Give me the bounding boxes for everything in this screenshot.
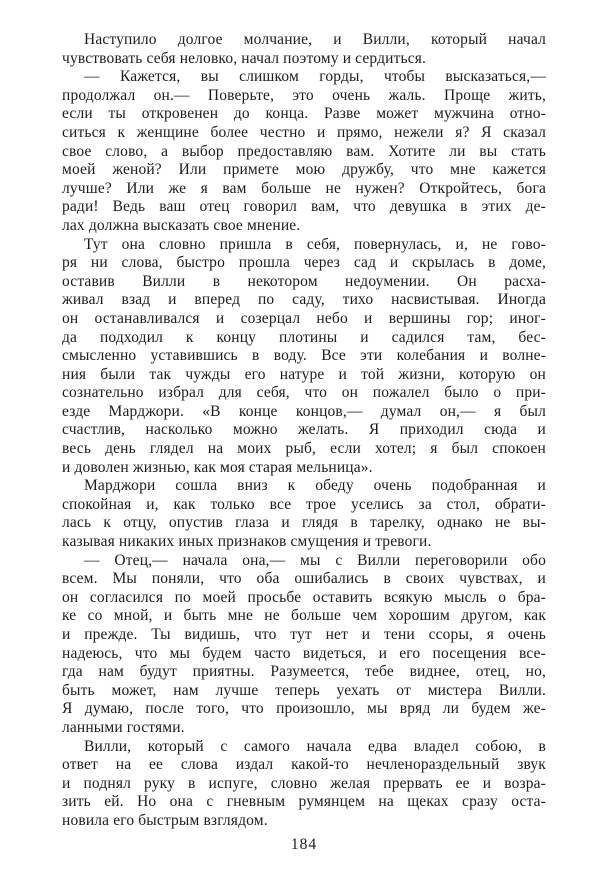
text-line: лах должна высказать свое мнение.: [62, 216, 301, 234]
text-line: ря ни слова, быстро прошла через сад и скрылась в доме,: [62, 254, 546, 272]
text-line: сознательно избрал для себя, что он пожалел было о при-: [62, 384, 546, 402]
text-line: Марджори сошла вниз к обеду очень подобранная и: [84, 477, 546, 495]
text-line: новила его быстрым взглядом.: [62, 811, 268, 829]
text-block: [62, 31, 546, 831]
paragraph: [62, 552, 546, 738]
page-number: 184: [290, 836, 318, 853]
text-line: Вилли, который с самого начала едва владел собою, в: [84, 737, 546, 755]
text-line: живал взад и вперед по саду, тихо насвистывая. Иногда: [62, 291, 546, 309]
text-line: — Отец,— начала она,— мы с Вилли переговорили обо: [84, 551, 546, 569]
text-line: быть может, нам лучше теперь уехать от мистера Вилли.: [62, 681, 546, 699]
text-line: смысленно уставившись в воду. Все эти колебания и волне-: [62, 347, 546, 365]
text-line: и прежде. Ты видишь, что тут нет и тени ссоры, я очень: [62, 626, 546, 643]
text-line: и доволен жизнью, как моя старая мельница».: [62, 458, 373, 476]
text-line: надеюсь, что мы будем часто видеться, и его посещения все-: [62, 644, 546, 662]
text-line: Наступило долгое молчание, и Вилли, который начал: [84, 31, 546, 48]
text-line: оставив Вилли в некотором недоумении. Он расха-: [62, 272, 546, 290]
text-line: — Кажется, вы слишком горды, чтобы высказаться,—: [84, 68, 546, 86]
text-line: он согласился по моей просьбе оставить всякую мысль о бра-: [62, 588, 546, 606]
paragraph: [62, 68, 546, 235]
text-line: спокойная и, как только все трое уселись за стол, обрати-: [62, 495, 546, 513]
text-line: продолжал он.— Поверьте, это очень жаль. Проще жить,: [62, 86, 546, 104]
text-line: ради! Ведь ваш отец говорил вам, что девушка в этих де-: [62, 198, 546, 216]
text-line: и поднял руку в испуге, словно желая прервать ее и возра-: [62, 774, 546, 792]
text-line: ния были так чужды его натуре и той жизни, которую он: [62, 365, 546, 383]
text-line: ответ на ее слова издал какой-то нечленораздельный звук: [62, 756, 546, 774]
paragraph: [62, 31, 546, 68]
paragraph: [62, 477, 546, 551]
text-line: Я думаю, после того, что произошло, мы вряд ли будем же-: [62, 700, 546, 718]
text-line: счастлив, насколько можно желать. Я приходил сюда и: [62, 421, 546, 439]
text-line: лась к отцу, опустив глаза и глядя в тарелку, однако не вы-: [62, 514, 546, 532]
text-line: да подходил к концу плотины и садился там, бес-: [62, 328, 546, 346]
paragraph: [62, 236, 546, 478]
text-line: если ты откровенен до конца. Разве может мужчина отно-: [62, 105, 546, 123]
text-line: чувствовать себя неловко, начал поэтому и сердиться.: [62, 49, 427, 67]
text-line: ланными гостями.: [62, 718, 185, 736]
text-line: зить ей. Но она с гневным румянцем на щеках сразу оста-: [62, 793, 546, 811]
paragraph: [62, 738, 546, 831]
text-line: моей женой? Или примете мою дружбу, что мне кажется: [62, 161, 546, 179]
text-line: езде Марджори. «В конце концов,— думал он,— я был: [62, 402, 546, 420]
text-line: свое слово, а выбор предоставляю вам. Хотите ли вы стать: [62, 142, 546, 160]
text-line: ке со мной, и быть мне не больше чем хорошим другом, как: [62, 607, 546, 625]
text-line: весь день глядел на моих рыб, если хотел; я был спокоен: [62, 440, 546, 458]
text-line: он останавливался и созерцал небо и вершины гор; иног-: [62, 309, 546, 327]
text-line: лучше? Или же я вам больше не нужен? Откройтесь, бога: [62, 179, 546, 197]
text-line: гда нам будут приятны. Разумеется, тебе виднее, отец, но,: [62, 663, 546, 681]
text-line: казывая никаких иных признаков смущения и тревоги.: [62, 533, 432, 551]
text-line: ситься к женщине более честно и прямо, нежели я? Я сказал: [62, 123, 546, 141]
text-line: Тут она словно пришла в себя, повернулась, и, не гово-: [84, 235, 546, 253]
text-line: всем. Мы поняли, что оба ошибались в своих чувствах, и: [62, 570, 546, 588]
